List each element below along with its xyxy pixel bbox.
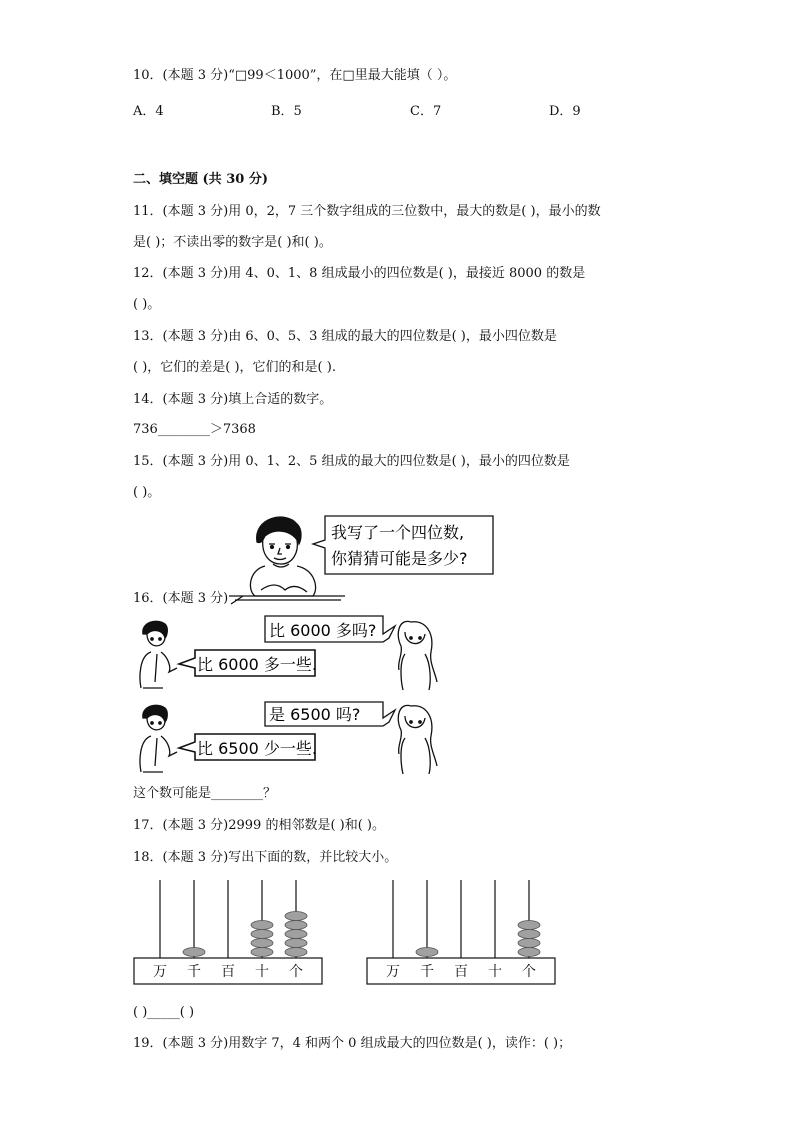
abacus-1-bead [251, 948, 273, 957]
abacus-1-place-label: 千 [187, 964, 201, 980]
q11-line2: 是( )；不读出零的数字是( )和( )。 [133, 235, 332, 250]
abacus-2-bead [416, 948, 438, 957]
abacus-2-place-label: 十 [488, 964, 502, 980]
q12-line1: 12．(本题 3 分)用 4、0、1、8 组成最小的四位数是( )，最接近 8000 的数是 [133, 266, 586, 281]
q12-line2: ( )。 [133, 297, 161, 312]
q17-line1: 17．(本题 3 分)2999 的相邻数是( )和( )。 [133, 818, 385, 833]
teacher-bubble-line1: 我写了一个四位数, [331, 523, 465, 542]
q16-question: 这个数可能是________？ [133, 786, 277, 801]
girl-question-2: 是 6500 吗? [269, 705, 361, 724]
q15-line2: ( )。 [133, 485, 161, 500]
abacus-2-bead [518, 930, 540, 939]
abacus-1-bead [251, 921, 273, 930]
boy-answer-2: 比 6500 少一些. [197, 739, 317, 758]
q10-option-b[interactable]: B．5 [271, 104, 302, 119]
section-title: 二、填空题 (共 30 分) [133, 172, 268, 187]
q13-line2: ( )，它们的差是( )，它们的和是( ). [133, 360, 336, 375]
dialog-2 [133, 696, 445, 778]
q18-answer[interactable]: ( )_____( ) [133, 1005, 195, 1020]
q10-option-c[interactable]: C．7 [410, 104, 442, 119]
abacus-1-bead [285, 948, 307, 957]
abacus-1-bead [251, 930, 273, 939]
abacus-1-place-label: 十 [255, 964, 269, 980]
dialog-1 [133, 612, 445, 694]
abacus-1 [133, 878, 325, 988]
boy-answer-1: 比 6000 多一些. [197, 655, 317, 674]
q11-line1: 11．(本题 3 分)用 0，2，7 三个数字组成的三位数中，最大的数是( )，最小的数 [133, 204, 601, 219]
abacus-1-bead [285, 912, 307, 921]
abacus-2-bead [518, 939, 540, 948]
q19-line1: 19．(本题 3 分)用数字 7，4 和两个 0 组成最大的四位数是( )，读作：( )； [133, 1036, 572, 1051]
abacus-2-place-label: 百 [454, 964, 468, 980]
q10-option-d[interactable]: D．9 [549, 104, 581, 119]
q14-line2: 736________＞7368 [133, 422, 256, 437]
abacus-2-place-label: 千 [420, 964, 434, 980]
abacus-1-bead [285, 939, 307, 948]
abacus-2-bead [518, 948, 540, 957]
q10-option-a[interactable]: A．4 [133, 104, 164, 119]
abacus-2-bead [518, 921, 540, 930]
abacus-1-place-label: 个 [289, 964, 303, 980]
abacus-1-bead [285, 930, 307, 939]
girl-question-1: 比 6000 多吗? [269, 621, 377, 640]
q14-line1: 14．(本题 3 分)填上合适的数字。 [133, 392, 333, 407]
abacus-1-place-label: 万 [153, 964, 167, 980]
q10-stem: 10．(本题 3 分)“□99＜1000”，在□里最大能填（ ）。 [133, 68, 457, 83]
q18-line1: 18．(本题 3 分)写出下面的数，并比较大小。 [133, 850, 398, 865]
abacus-1-place-label: 百 [221, 964, 235, 980]
q15-line1: 15．(本题 3 分)用 0、1、2、5 组成的最大的四位数是( )，最小的四位数是 [133, 454, 570, 469]
abacus-2 [366, 878, 558, 988]
q13-line1: 13．(本题 3 分)由 6、0、5、3 组成的最大的四位数是( )，最小四位数是 [133, 329, 557, 344]
teacher-illustration [225, 510, 500, 605]
abacus-1-bead [251, 939, 273, 948]
abacus-1-bead [183, 948, 205, 957]
teacher-bubble-line2: 你猜猜可能是多少? [331, 549, 468, 568]
abacus-2-place-label: 个 [522, 964, 536, 980]
abacus-2-place-label: 万 [386, 964, 400, 980]
abacus-1-bead [285, 921, 307, 930]
q16-label: 16．(本题 3 分) [133, 591, 229, 606]
